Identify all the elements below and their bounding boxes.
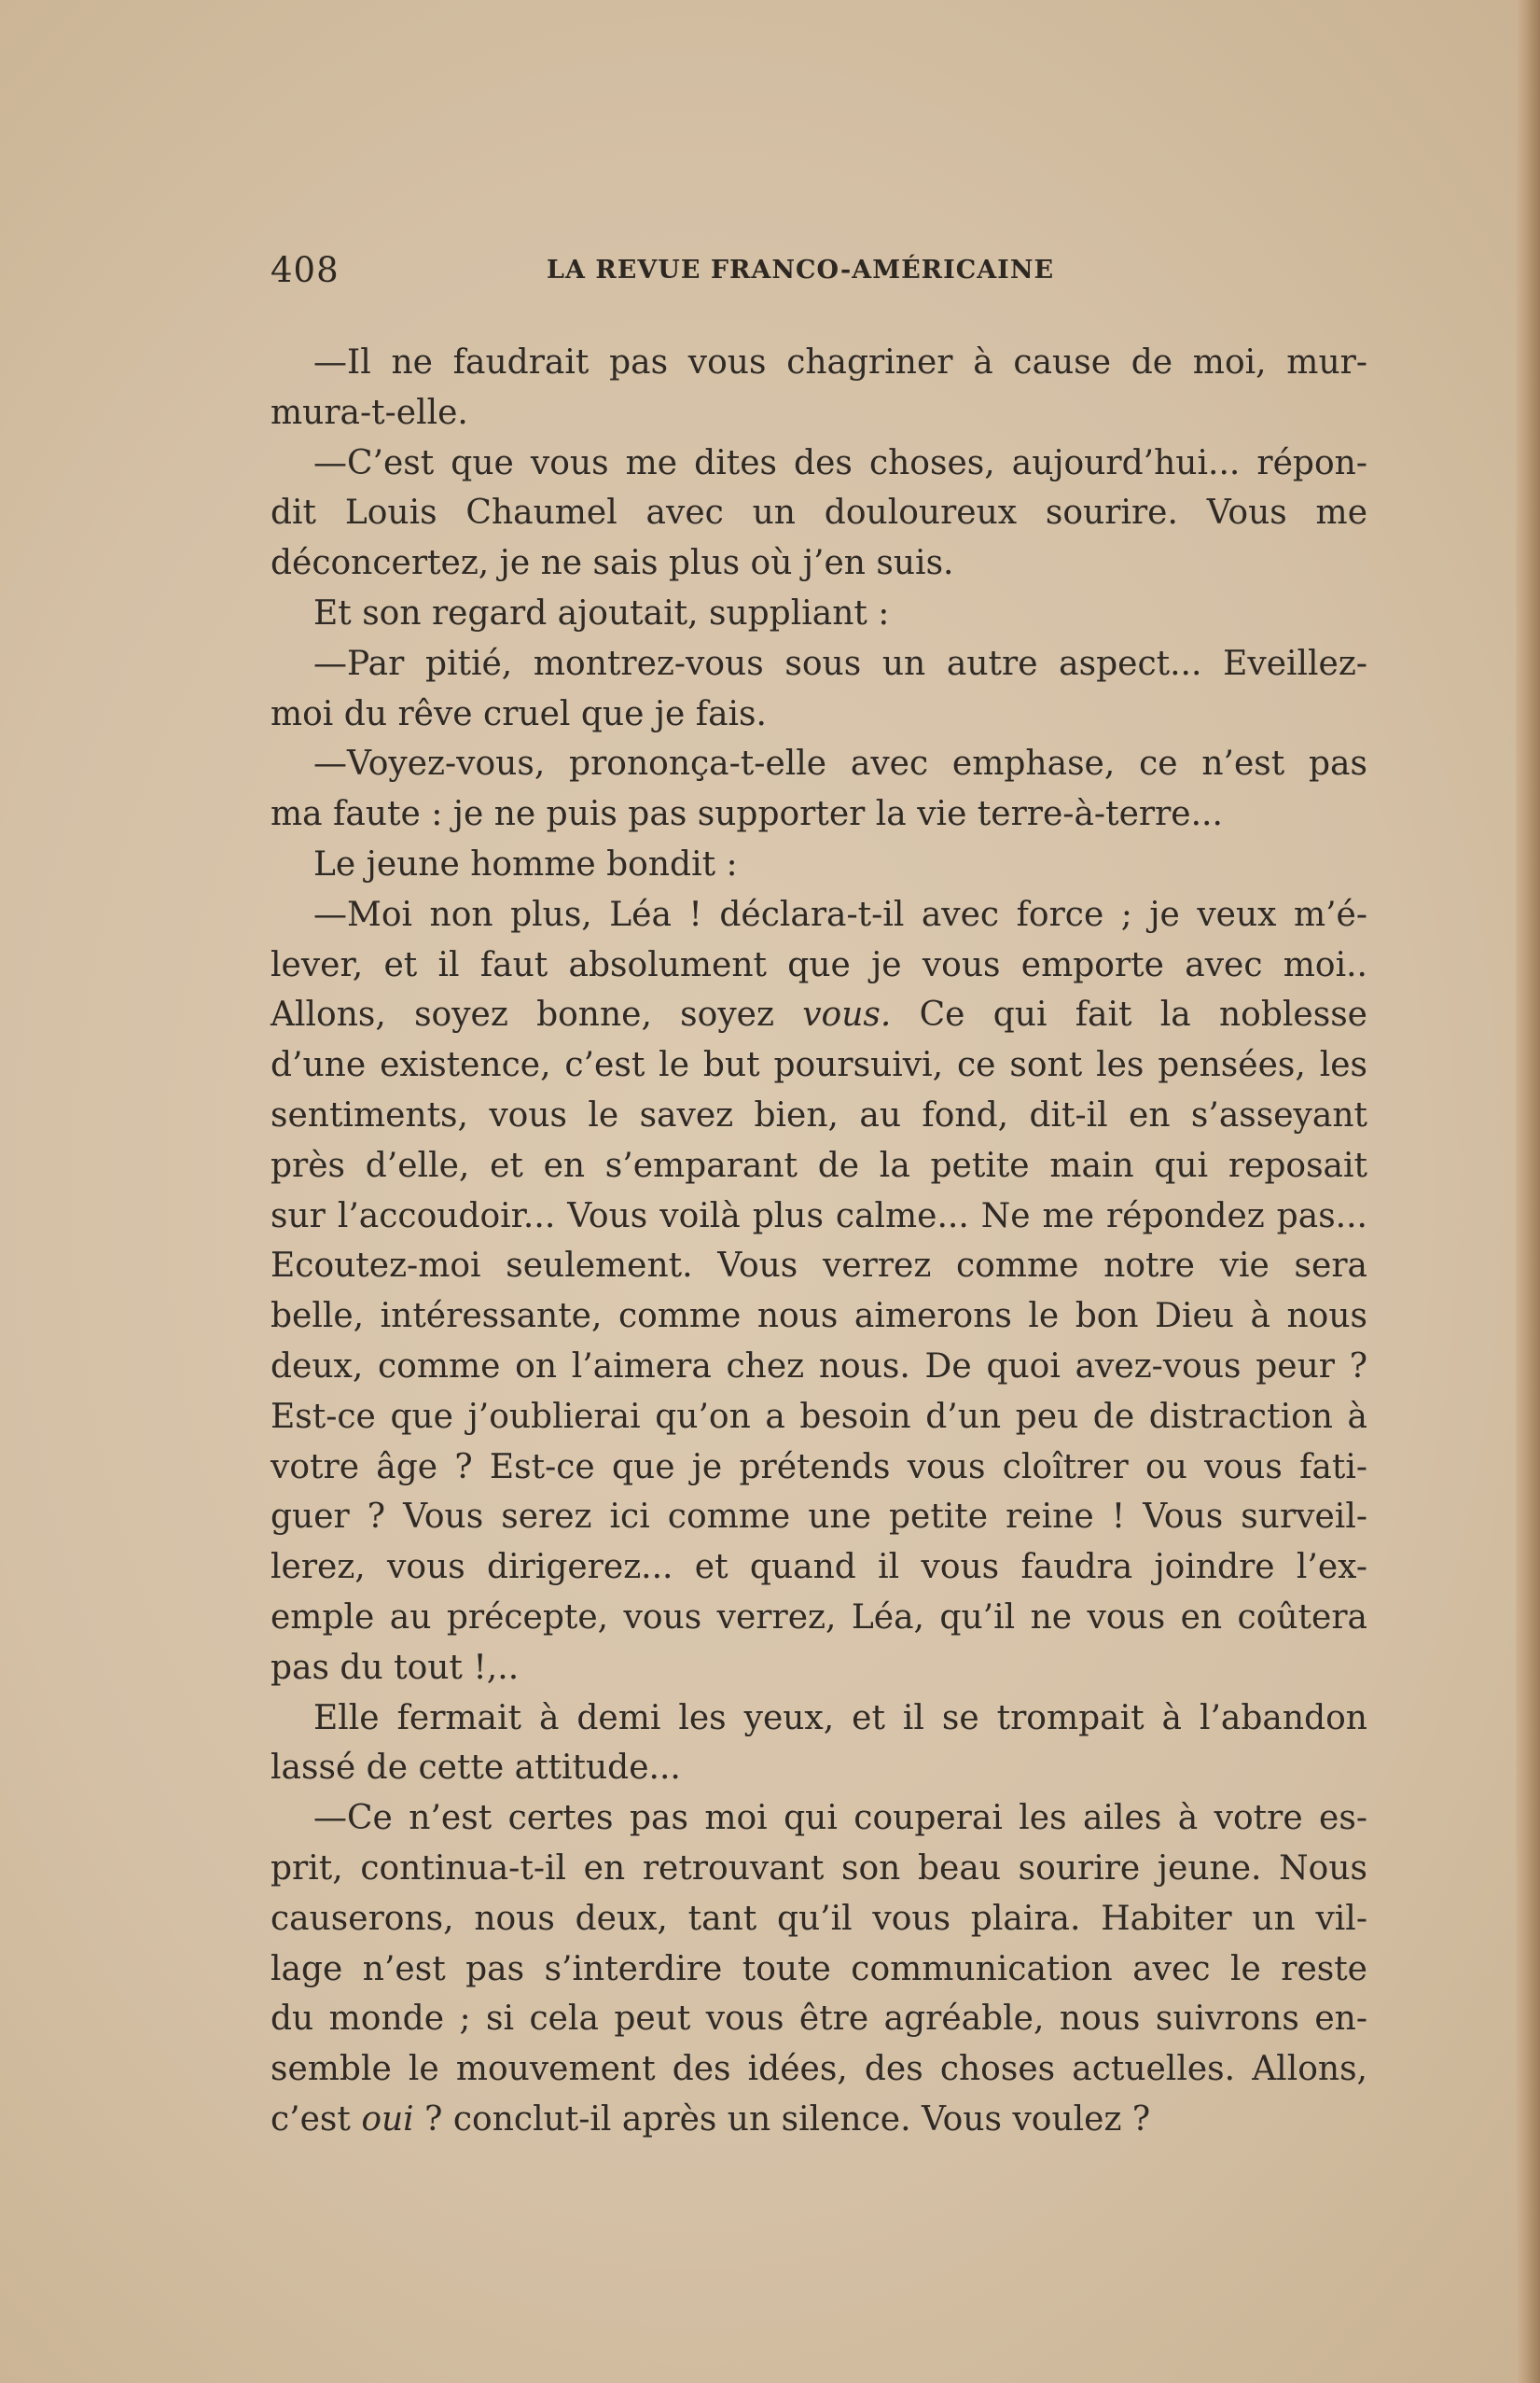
text-line: Le jeune homme bondit : [313, 844, 738, 884]
page-header [271, 250, 1091, 297]
text-line: lever, et il faut absolument que je vous emporte avec moi.. [271, 945, 1367, 984]
text-line: votre âge ? Est-ce que je prétends vous cloîtrer ou vous fati- [271, 1447, 1367, 1486]
text-segment: ? conclut-il après un silence. Vous voulez ? [424, 2099, 1151, 2139]
text-line: lassé de cette attitude... [271, 1749, 681, 1788]
text-line: causerons, nous deux, tant qu’il vous plaira. Habiter un vil- [271, 1899, 1367, 1938]
italic-word: vous. [802, 996, 892, 1035]
body-text [271, 338, 1367, 2145]
text-line [271, 2095, 1367, 2145]
text-line: lerez, vous dirigerez... et quand il vous faudra joindre l’ex- [271, 1548, 1367, 1587]
text-line: —Par pitié, montrez-vous sous un autre aspect... Eveillez- [313, 644, 1367, 683]
text-line: pas du tout !,.. [271, 1648, 520, 1687]
text-line [271, 990, 1367, 1040]
page-edge [1516, 0, 1540, 2383]
text-line: deux, comme on l’aimera chez nous. De quoi avez-vous peur ? [271, 1346, 1367, 1386]
text-line: Elle fermait à demi les yeux, et il se trompait à l’abandon [313, 1698, 1367, 1737]
text-line: Et son regard ajoutait, suppliant : [313, 593, 890, 633]
running-title: LA REVUE FRANCO-AMÉRICAINE [547, 256, 1055, 285]
text-line: Est-ce que j’oublierai qu’on a besoin d’un peu de distraction à [271, 1397, 1367, 1436]
text-line: sur l’accoudoir... Vous voilà plus calme... Ne me répondez pas... [271, 1196, 1367, 1235]
text-line: —Moi non plus, Léa ! déclara-t-il avec force ; je veux m’é- [313, 895, 1367, 934]
text-segment: Allons, soyez bonne, soyez [271, 996, 774, 1035]
text-line: près d’elle, et en s’emparant de la petite main qui reposait [271, 1146, 1367, 1185]
page-number: 408 [271, 250, 340, 290]
text-line: —Il ne faudrait pas vous chagriner à cause de moi, mur- [313, 343, 1367, 382]
text-line: moi du rêve cruel que je fais. [271, 694, 767, 733]
text-segment: Ce qui fait la noblesse [919, 996, 1367, 1035]
text-line: mura-t-elle. [271, 393, 468, 432]
text-line: d’une existence, c’est le but poursuivi, ce sont les pensées, les [271, 1046, 1367, 1085]
text-line: —C’est que vous me dites des choses, aujourd’hui... répon- [313, 443, 1367, 482]
text-line: Ecoutez-moi seulement. Vous verrez comme notre vie sera [271, 1247, 1367, 1286]
text-line: —Ce n’est certes pas moi qui couperai les ailes à votre es- [313, 1799, 1367, 1838]
text-line: emple au précepte, vous verrez, Léa, qu’il ne vous en coûtera [271, 1597, 1367, 1637]
text-line: belle, intéressante, comme nous aimerons le bon Dieu à nous [271, 1297, 1367, 1336]
text-line: ma faute : je ne puis pas supporter la vie terre-à-terre... [271, 795, 1223, 834]
italic-word: oui [361, 2099, 414, 2139]
text-line: prit, continua-t-il en retrouvant son beau sourire jeune. Nous [271, 1848, 1367, 1888]
text-line: semble le mouvement des idées, des choses actuelles. Allons, [271, 2050, 1367, 2089]
text-line: —Voyez-vous, prononça-t-elle avec emphase, ce n’est pas [313, 745, 1367, 784]
text-line: lage n’est pas s’interdire toute communication avec le reste [271, 1949, 1367, 1988]
text-line: dit Louis Chaumel avec un douloureux sourire. Vous me [271, 494, 1367, 533]
text-segment: c’est [271, 2099, 351, 2139]
text-line: guer ? Vous serez ici comme une petite reine ! Vous surveil- [271, 1498, 1367, 1537]
text-line: du monde ; si cela peut vous être agréable, nous suivrons en- [271, 2000, 1367, 2039]
text-line: déconcertez, je ne sais plus où j’en suis. [271, 544, 954, 583]
text-line: sentiments, vous le savez bien, au fond, dit-il en s’asseyant [271, 1095, 1367, 1135]
